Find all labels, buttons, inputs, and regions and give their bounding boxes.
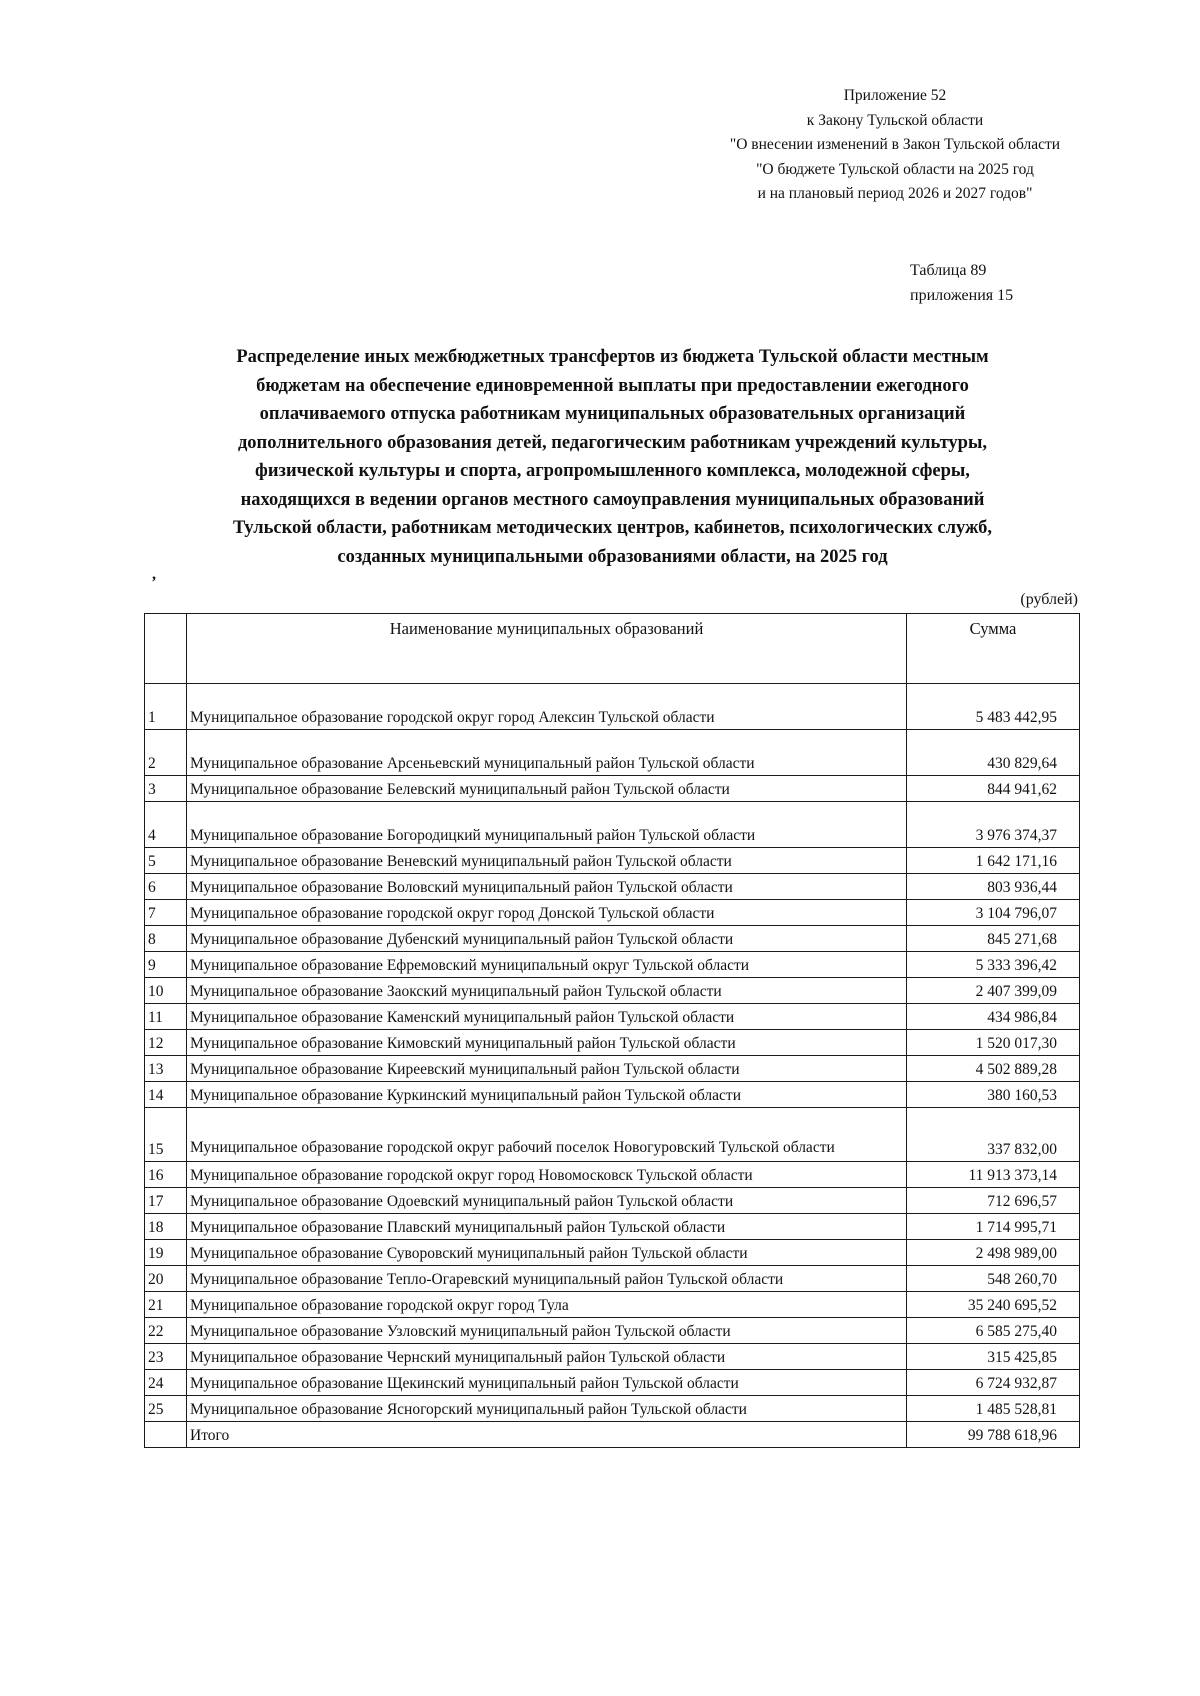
amount-cell: 2 407 399,09 — [907, 978, 1080, 1004]
row-number-cell: 2 — [145, 730, 187, 776]
appendix-line: "О бюджете Тульской области на 2025 год — [756, 160, 1034, 178]
table-header-row — [145, 614, 1080, 684]
table-row — [145, 730, 1080, 776]
municipality-name-cell: Муниципальное образование Чернский муниципальный район Тульской области — [187, 1344, 907, 1370]
appendix-reference — [700, 84, 1090, 207]
municipality-name-cell: Муниципальное образование Каменский муниципальный район Тульской области — [187, 1004, 907, 1030]
header-name-cell: Наименование муниципальных образований — [187, 614, 907, 684]
table-row — [145, 848, 1080, 874]
amount-cell: 2 498 989,00 — [907, 1240, 1080, 1266]
municipality-name-cell: Муниципальное образование Белевский муниципальный район Тульской области — [187, 776, 907, 802]
units-label: (рублей) — [1020, 591, 1078, 608]
title-line: находящихся в ведении органов местного самоуправления муниципальных образований — [240, 489, 985, 510]
header-number-cell — [145, 614, 187, 684]
amount-cell: 1 642 171,16 — [907, 848, 1080, 874]
municipality-name-cell: Муниципальное образование Богородицкий муниципальный район Тульской области — [187, 802, 907, 848]
table-appendix: приложения 15 — [910, 287, 1014, 304]
table-row — [145, 1266, 1080, 1292]
row-number-cell: 23 — [145, 1344, 187, 1370]
municipality-name-cell: Муниципальное образование Суворовский муниципальный район Тульской области — [187, 1240, 907, 1266]
amount-cell: 430 829,64 — [907, 730, 1080, 776]
header-sum-cell: Сумма — [907, 614, 1080, 684]
table-row — [145, 1318, 1080, 1344]
row-number-cell: 10 — [145, 978, 187, 1004]
table-row — [145, 978, 1080, 1004]
table-row — [145, 1188, 1080, 1214]
municipality-name-cell: Муниципальное образование Плавский муниципальный район Тульской области — [187, 1214, 907, 1240]
table-row — [145, 1004, 1080, 1030]
total-label-cell: Итого — [187, 1422, 907, 1448]
row-number-cell: 11 — [145, 1004, 187, 1030]
municipality-name-cell: Муниципальное образование Ясногорский муниципальный район Тульской области — [187, 1396, 907, 1422]
amount-cell: 5 333 396,42 — [907, 952, 1080, 978]
table-row — [145, 1162, 1080, 1188]
amount-cell: 1 714 995,71 — [907, 1214, 1080, 1240]
table-row — [145, 900, 1080, 926]
municipality-name-cell: Муниципальное образование Заокский муниципальный район Тульской области — [187, 978, 907, 1004]
total-amount-cell: 99 788 618,96 — [907, 1422, 1080, 1448]
table-row — [145, 874, 1080, 900]
row-number-cell: 6 — [145, 874, 187, 900]
amount-cell: 548 260,70 — [907, 1266, 1080, 1292]
municipality-name-cell: Муниципальное образование Воловский муниципальный район Тульской области — [187, 874, 907, 900]
municipality-name-cell: Муниципальное образование городской округ город Алексин Тульской области — [187, 684, 907, 730]
row-number-cell: 1 — [145, 684, 187, 730]
row-number-cell: 24 — [145, 1370, 187, 1396]
amount-cell: 4 502 889,28 — [907, 1056, 1080, 1082]
row-number-cell: 21 — [145, 1292, 187, 1318]
title-line: Распределение иных межбюджетных трансфертов из бюджета Тульской области местным — [236, 347, 989, 367]
table-row — [145, 1370, 1080, 1396]
row-number-cell: 9 — [145, 952, 187, 978]
title-line: физической культуры и спорта, агропромышленного комплекса, молодежной сферы, — [255, 461, 970, 481]
table-row — [145, 1082, 1080, 1108]
table-body — [145, 614, 1080, 1448]
amount-cell: 35 240 695,52 — [907, 1292, 1080, 1318]
amount-cell: 380 160,53 — [907, 1082, 1080, 1108]
table-row — [145, 776, 1080, 802]
municipality-name-cell: Муниципальное образование Киреевский муниципальный район Тульской области — [187, 1056, 907, 1082]
table-row — [145, 1056, 1080, 1082]
municipality-name-cell: Муниципальное образование городской округ город Донской Тульской области — [187, 900, 907, 926]
amount-cell: 845 271,68 — [907, 926, 1080, 952]
title-line: бюджетам на обеспечение единовременной выплаты при предоставлении ежегодного — [256, 375, 969, 396]
row-number-cell: 8 — [145, 926, 187, 952]
appendix-line: Приложение 52 — [843, 87, 947, 104]
amount-cell: 1 485 528,81 — [907, 1396, 1080, 1422]
row-number-cell: 12 — [145, 1030, 187, 1056]
table-reference — [910, 258, 1050, 308]
total-number-cell — [145, 1422, 187, 1448]
municipality-name-cell: Муниципальное образование Одоевский муниципальный район Тульской области — [187, 1188, 907, 1214]
row-number-cell: 3 — [145, 776, 187, 802]
amount-cell: 844 941,62 — [907, 776, 1080, 802]
row-number-cell: 18 — [145, 1214, 187, 1240]
table-row — [145, 1030, 1080, 1056]
municipality-name-cell: Муниципальное образование Куркинский муниципальный район Тульской области — [187, 1082, 907, 1108]
row-number-cell: 7 — [145, 900, 187, 926]
appendix-line: "О внесении изменений в Закон Тульской области — [729, 136, 1061, 153]
municipality-name-cell: Муниципальное образование Щекинский муниципальный район Тульской области — [187, 1370, 907, 1396]
row-number-cell: 13 — [145, 1056, 187, 1082]
amount-cell: 3 104 796,07 — [907, 900, 1080, 926]
title-line: Тульской области, работникам методических центров, кабинетов, психологических служб, — [232, 518, 992, 538]
amount-cell: 434 986,84 — [907, 1004, 1080, 1030]
row-number-cell: 5 — [145, 848, 187, 874]
title-line: дополнительного образования детей, педагогическим работникам учреждений культуры, — [237, 432, 988, 453]
appendix-line: и на плановый период 2026 и 2027 годов" — [757, 185, 1033, 202]
total-row — [145, 1422, 1080, 1448]
table-row — [145, 926, 1080, 952]
appendix-line: к Закону Тульской области — [806, 111, 984, 129]
amount-cell: 5 483 442,95 — [907, 684, 1080, 730]
row-number-cell: 19 — [145, 1240, 187, 1266]
municipality-name-cell: Муниципальное образование Веневский муниципальный район Тульской области — [187, 848, 907, 874]
table-row — [145, 1108, 1080, 1162]
municipality-name-cell: Муниципальное образование городской округ город Тула — [187, 1292, 907, 1318]
amount-cell: 712 696,57 — [907, 1188, 1080, 1214]
row-number-cell: 4 — [145, 802, 187, 848]
table-row — [145, 1344, 1080, 1370]
municipality-name-cell: Муниципальное образование Дубенский муниципальный район Тульской области — [187, 926, 907, 952]
table-row — [145, 1292, 1080, 1318]
row-number-cell: 14 — [145, 1082, 187, 1108]
table-row — [145, 1214, 1080, 1240]
municipality-name-cell: Муниципальное образование городской округ рабочий поселок Новогуровский Тульской области — [187, 1108, 907, 1162]
title-line: созданных муниципальными образованиями области, на 2025 год — [337, 546, 888, 567]
document-title — [150, 343, 1075, 571]
amount-cell: 11 913 373,14 — [907, 1162, 1080, 1188]
row-number-cell: 20 — [145, 1266, 187, 1292]
amount-cell: 803 936,44 — [907, 874, 1080, 900]
row-number-cell: 25 — [145, 1396, 187, 1422]
municipality-name-cell: Муниципальное образование Ефремовский муниципальный округ Тульской области — [187, 952, 907, 978]
municipality-name-cell: Муниципальное образование городской округ город Новомосковск Тульской области — [187, 1162, 907, 1188]
stray-comma: , — [152, 566, 156, 583]
amount-cell: 6 724 932,87 — [907, 1370, 1080, 1396]
table-row — [145, 1240, 1080, 1266]
transfers-table — [144, 613, 1080, 1448]
municipality-name-cell: Муниципальное образование Узловский муниципальный район Тульской области — [187, 1318, 907, 1344]
table-row — [145, 952, 1080, 978]
municipality-name-cell: Муниципальное образование Кимовский муниципальный район Тульской области — [187, 1030, 907, 1056]
title-line: оплачиваемого отпуска работникам муниципальных образовательных организаций — [259, 404, 966, 424]
row-number-cell: 22 — [145, 1318, 187, 1344]
table-number: Таблица 89 — [910, 262, 987, 279]
amount-cell: 337 832,00 — [907, 1108, 1080, 1162]
municipality-name-cell: Муниципальное образование Тепло-Огаревский муниципальный район Тульской области — [187, 1266, 907, 1292]
amount-cell: 315 425,85 — [907, 1344, 1080, 1370]
amount-cell: 6 585 275,40 — [907, 1318, 1080, 1344]
amount-cell: 1 520 017,30 — [907, 1030, 1080, 1056]
table-row — [145, 1396, 1080, 1422]
row-number-cell: 16 — [145, 1162, 187, 1188]
row-number-cell: 17 — [145, 1188, 187, 1214]
row-number-cell: 15 — [145, 1108, 187, 1162]
table-row — [145, 684, 1080, 730]
table-row — [145, 802, 1080, 848]
municipality-name-cell: Муниципальное образование Арсеньевский муниципальный район Тульской области — [187, 730, 907, 776]
amount-cell: 3 976 374,37 — [907, 802, 1080, 848]
